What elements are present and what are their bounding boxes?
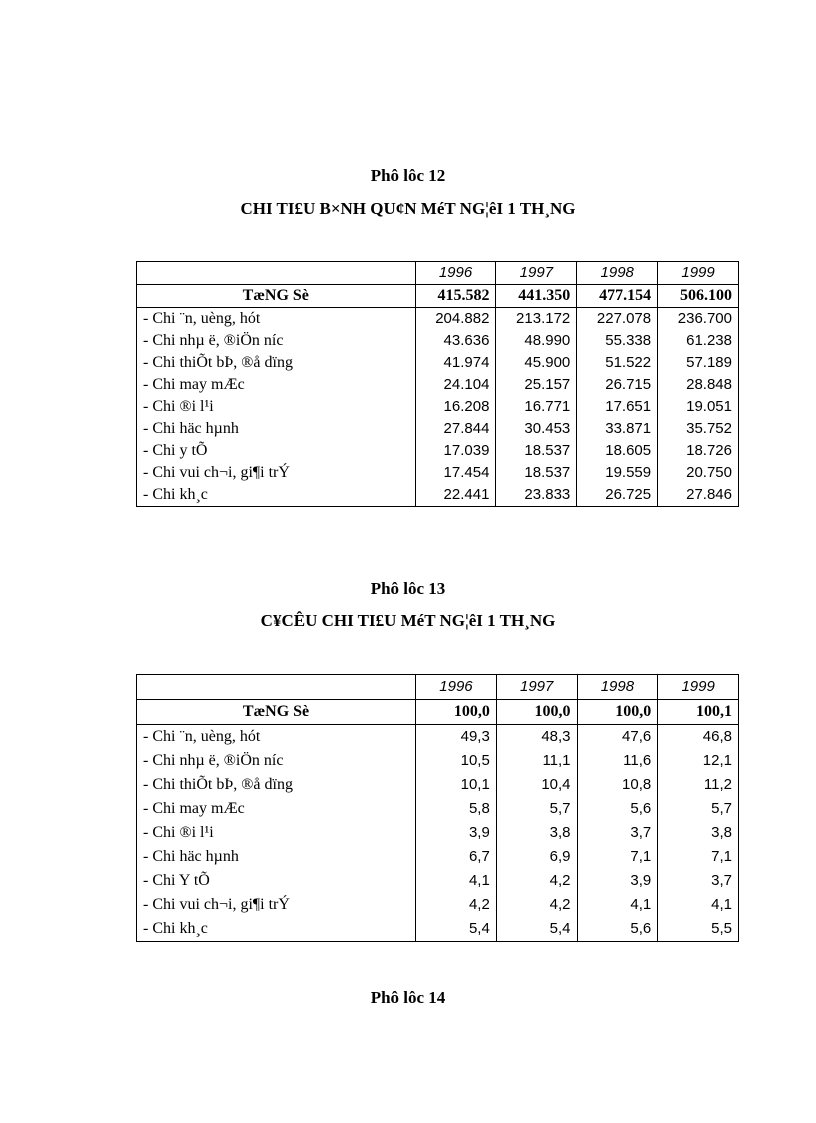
row-value: 41.974 — [415, 352, 496, 374]
row-value: 5,5 — [658, 917, 739, 942]
table-total-row — [137, 700, 739, 725]
row-value: 7,1 — [577, 845, 658, 869]
table-row — [137, 773, 739, 797]
row-label: - Chi nhµ ë, ®iÖn níc — [137, 749, 416, 773]
total-value: 100,0 — [496, 700, 577, 725]
row-value: 6,7 — [416, 845, 497, 869]
row-value: 33.871 — [577, 418, 658, 440]
table-row — [137, 893, 739, 917]
row-label: - Chi may mÆc — [137, 797, 416, 821]
row-value: 19.051 — [658, 396, 739, 418]
row-value: 23.833 — [496, 484, 577, 507]
appendix-13-label: Phô lôc 13 — [370, 579, 446, 598]
row-value: 55.338 — [577, 330, 658, 352]
row-value: 17.651 — [577, 396, 658, 418]
table-row — [137, 440, 739, 462]
row-value: 10,5 — [416, 749, 497, 773]
row-label: - Chi ®i l¹i — [137, 821, 416, 845]
row-value: 6,9 — [496, 845, 577, 869]
row-value: 49,3 — [416, 725, 497, 750]
row-value: 43.636 — [415, 330, 496, 352]
row-label: - Chi kh¸c — [137, 917, 416, 942]
row-label: - Chi ¨n, uèng, hót — [137, 725, 416, 750]
table-row — [137, 917, 739, 942]
row-value: 28.848 — [658, 374, 739, 396]
row-value: 5,8 — [416, 797, 497, 821]
table-row — [137, 821, 739, 845]
row-value: 4,2 — [496, 869, 577, 893]
row-value: 5,4 — [496, 917, 577, 942]
table-year-row — [137, 262, 739, 285]
row-value: 45.900 — [496, 352, 577, 374]
table-row — [137, 869, 739, 893]
row-value: 24.104 — [415, 374, 496, 396]
year-cell: 1999 — [658, 262, 739, 285]
row-value: 16.771 — [496, 396, 577, 418]
row-value: 61.238 — [658, 330, 739, 352]
row-label: - Chi Y tÕ — [137, 869, 416, 893]
row-label: - Chi thiÕt bÞ, ®å dïng — [137, 352, 416, 374]
appendix-14-label: Phô lôc 14 — [370, 988, 446, 1007]
row-value: 47,6 — [577, 725, 658, 750]
table-row — [137, 352, 739, 374]
row-label: - Chi thiÕt bÞ, ®å dïng — [137, 773, 416, 797]
row-value: 3,8 — [496, 821, 577, 845]
row-value: 3,9 — [416, 821, 497, 845]
row-value: 5,7 — [496, 797, 577, 821]
year-cell: 1996 — [415, 262, 496, 285]
total-value: 100,0 — [577, 700, 658, 725]
row-value: 227.078 — [577, 308, 658, 331]
row-value: 46,8 — [658, 725, 739, 750]
row-value: 5,7 — [658, 797, 739, 821]
row-value: 19.559 — [577, 462, 658, 484]
row-value: 3,8 — [658, 821, 739, 845]
row-value: 11,6 — [577, 749, 658, 773]
table-row — [137, 797, 739, 821]
row-value: 18.537 — [496, 462, 577, 484]
year-cell: 1998 — [577, 675, 658, 700]
row-value: 4,1 — [577, 893, 658, 917]
row-value: 4,2 — [416, 893, 497, 917]
row-label: - Chi häc hµnh — [137, 845, 416, 869]
row-value: 18.726 — [658, 440, 739, 462]
table-corner-cell — [137, 262, 416, 285]
row-value: 5,4 — [416, 917, 497, 942]
row-value: 18.605 — [577, 440, 658, 462]
row-value: 25.157 — [496, 374, 577, 396]
row-value: 27.844 — [415, 418, 496, 440]
row-value: 17.039 — [415, 440, 496, 462]
row-label: - Chi y tÕ — [137, 440, 416, 462]
row-value: 48,3 — [496, 725, 577, 750]
row-value: 11,2 — [658, 773, 739, 797]
row-value: 5,6 — [577, 797, 658, 821]
table-row — [137, 330, 739, 352]
total-value: 100,1 — [658, 700, 739, 725]
table-year-row — [137, 675, 739, 700]
total-value: 100,0 — [416, 700, 497, 725]
row-value: 5,6 — [577, 917, 658, 942]
year-cell: 1997 — [496, 262, 577, 285]
row-value: 3,9 — [577, 869, 658, 893]
row-label: - Chi vui ch¬i, gi¶i trÝ — [137, 893, 416, 917]
appendix-12-label: Phô lôc 12 — [370, 166, 446, 185]
row-value: 22.441 — [415, 484, 496, 507]
table-row — [137, 749, 739, 773]
total-value: 415.582 — [415, 285, 496, 308]
appendix-12-title: CHI TI£U B×NH QU¢N MéT NG¦êI 1 TH¸NG — [240, 199, 576, 218]
row-label: - Chi vui ch¬i, gi¶i trÝ — [137, 462, 416, 484]
row-value: 51.522 — [577, 352, 658, 374]
year-cell: 1997 — [496, 675, 577, 700]
row-value: 10,1 — [416, 773, 497, 797]
row-label: - Chi ¨n, uèng, hót — [137, 308, 416, 331]
year-cell: 1998 — [577, 262, 658, 285]
row-value: 17.454 — [415, 462, 496, 484]
table-row — [137, 845, 739, 869]
row-value: 57.189 — [658, 352, 739, 374]
row-value: 7,1 — [658, 845, 739, 869]
table-corner-cell — [137, 675, 416, 700]
row-value: 3,7 — [577, 821, 658, 845]
row-value: 10,4 — [496, 773, 577, 797]
row-value: 26.715 — [577, 374, 658, 396]
total-label: TæNG Sè — [137, 700, 416, 725]
year-cell: 1999 — [658, 675, 739, 700]
row-value: 16.208 — [415, 396, 496, 418]
table-row — [137, 725, 739, 750]
table-total-row — [137, 285, 739, 308]
table-row — [137, 374, 739, 396]
row-value: 26.725 — [577, 484, 658, 507]
table-row — [137, 484, 739, 507]
table-row — [137, 462, 739, 484]
structure-table — [136, 674, 739, 942]
table-row — [137, 396, 739, 418]
row-value: 10,8 — [577, 773, 658, 797]
row-value: 4,2 — [496, 893, 577, 917]
row-value: 204.882 — [415, 308, 496, 331]
row-label: - Chi may mÆc — [137, 374, 416, 396]
total-value: 506.100 — [658, 285, 739, 308]
row-value: 35.752 — [658, 418, 739, 440]
table-row — [137, 418, 739, 440]
total-value: 477.154 — [577, 285, 658, 308]
row-value: 3,7 — [658, 869, 739, 893]
row-label: - Chi nhµ ë, ®iÖn níc — [137, 330, 416, 352]
total-value: 441.350 — [496, 285, 577, 308]
row-value: 20.750 — [658, 462, 739, 484]
row-label: - Chi kh¸c — [137, 484, 416, 507]
row-value: 30.453 — [496, 418, 577, 440]
row-value: 213.172 — [496, 308, 577, 331]
spending-table — [136, 261, 739, 507]
row-value: 12,1 — [658, 749, 739, 773]
row-value: 4,1 — [416, 869, 497, 893]
row-value: 236.700 — [658, 308, 739, 331]
row-value: 11,1 — [496, 749, 577, 773]
table-row — [137, 308, 739, 331]
row-label: - Chi ®i l¹i — [137, 396, 416, 418]
row-value: 18.537 — [496, 440, 577, 462]
row-label: - Chi häc hµnh — [137, 418, 416, 440]
row-value: 4,1 — [658, 893, 739, 917]
appendix-13-title: C¥CÊU CHI TI£U MéT NG¦êI 1 TH¸NG — [260, 611, 556, 630]
year-cell: 1996 — [416, 675, 497, 700]
row-value: 48.990 — [496, 330, 577, 352]
row-value: 27.846 — [658, 484, 739, 507]
total-label: TæNG Sè — [137, 285, 416, 308]
